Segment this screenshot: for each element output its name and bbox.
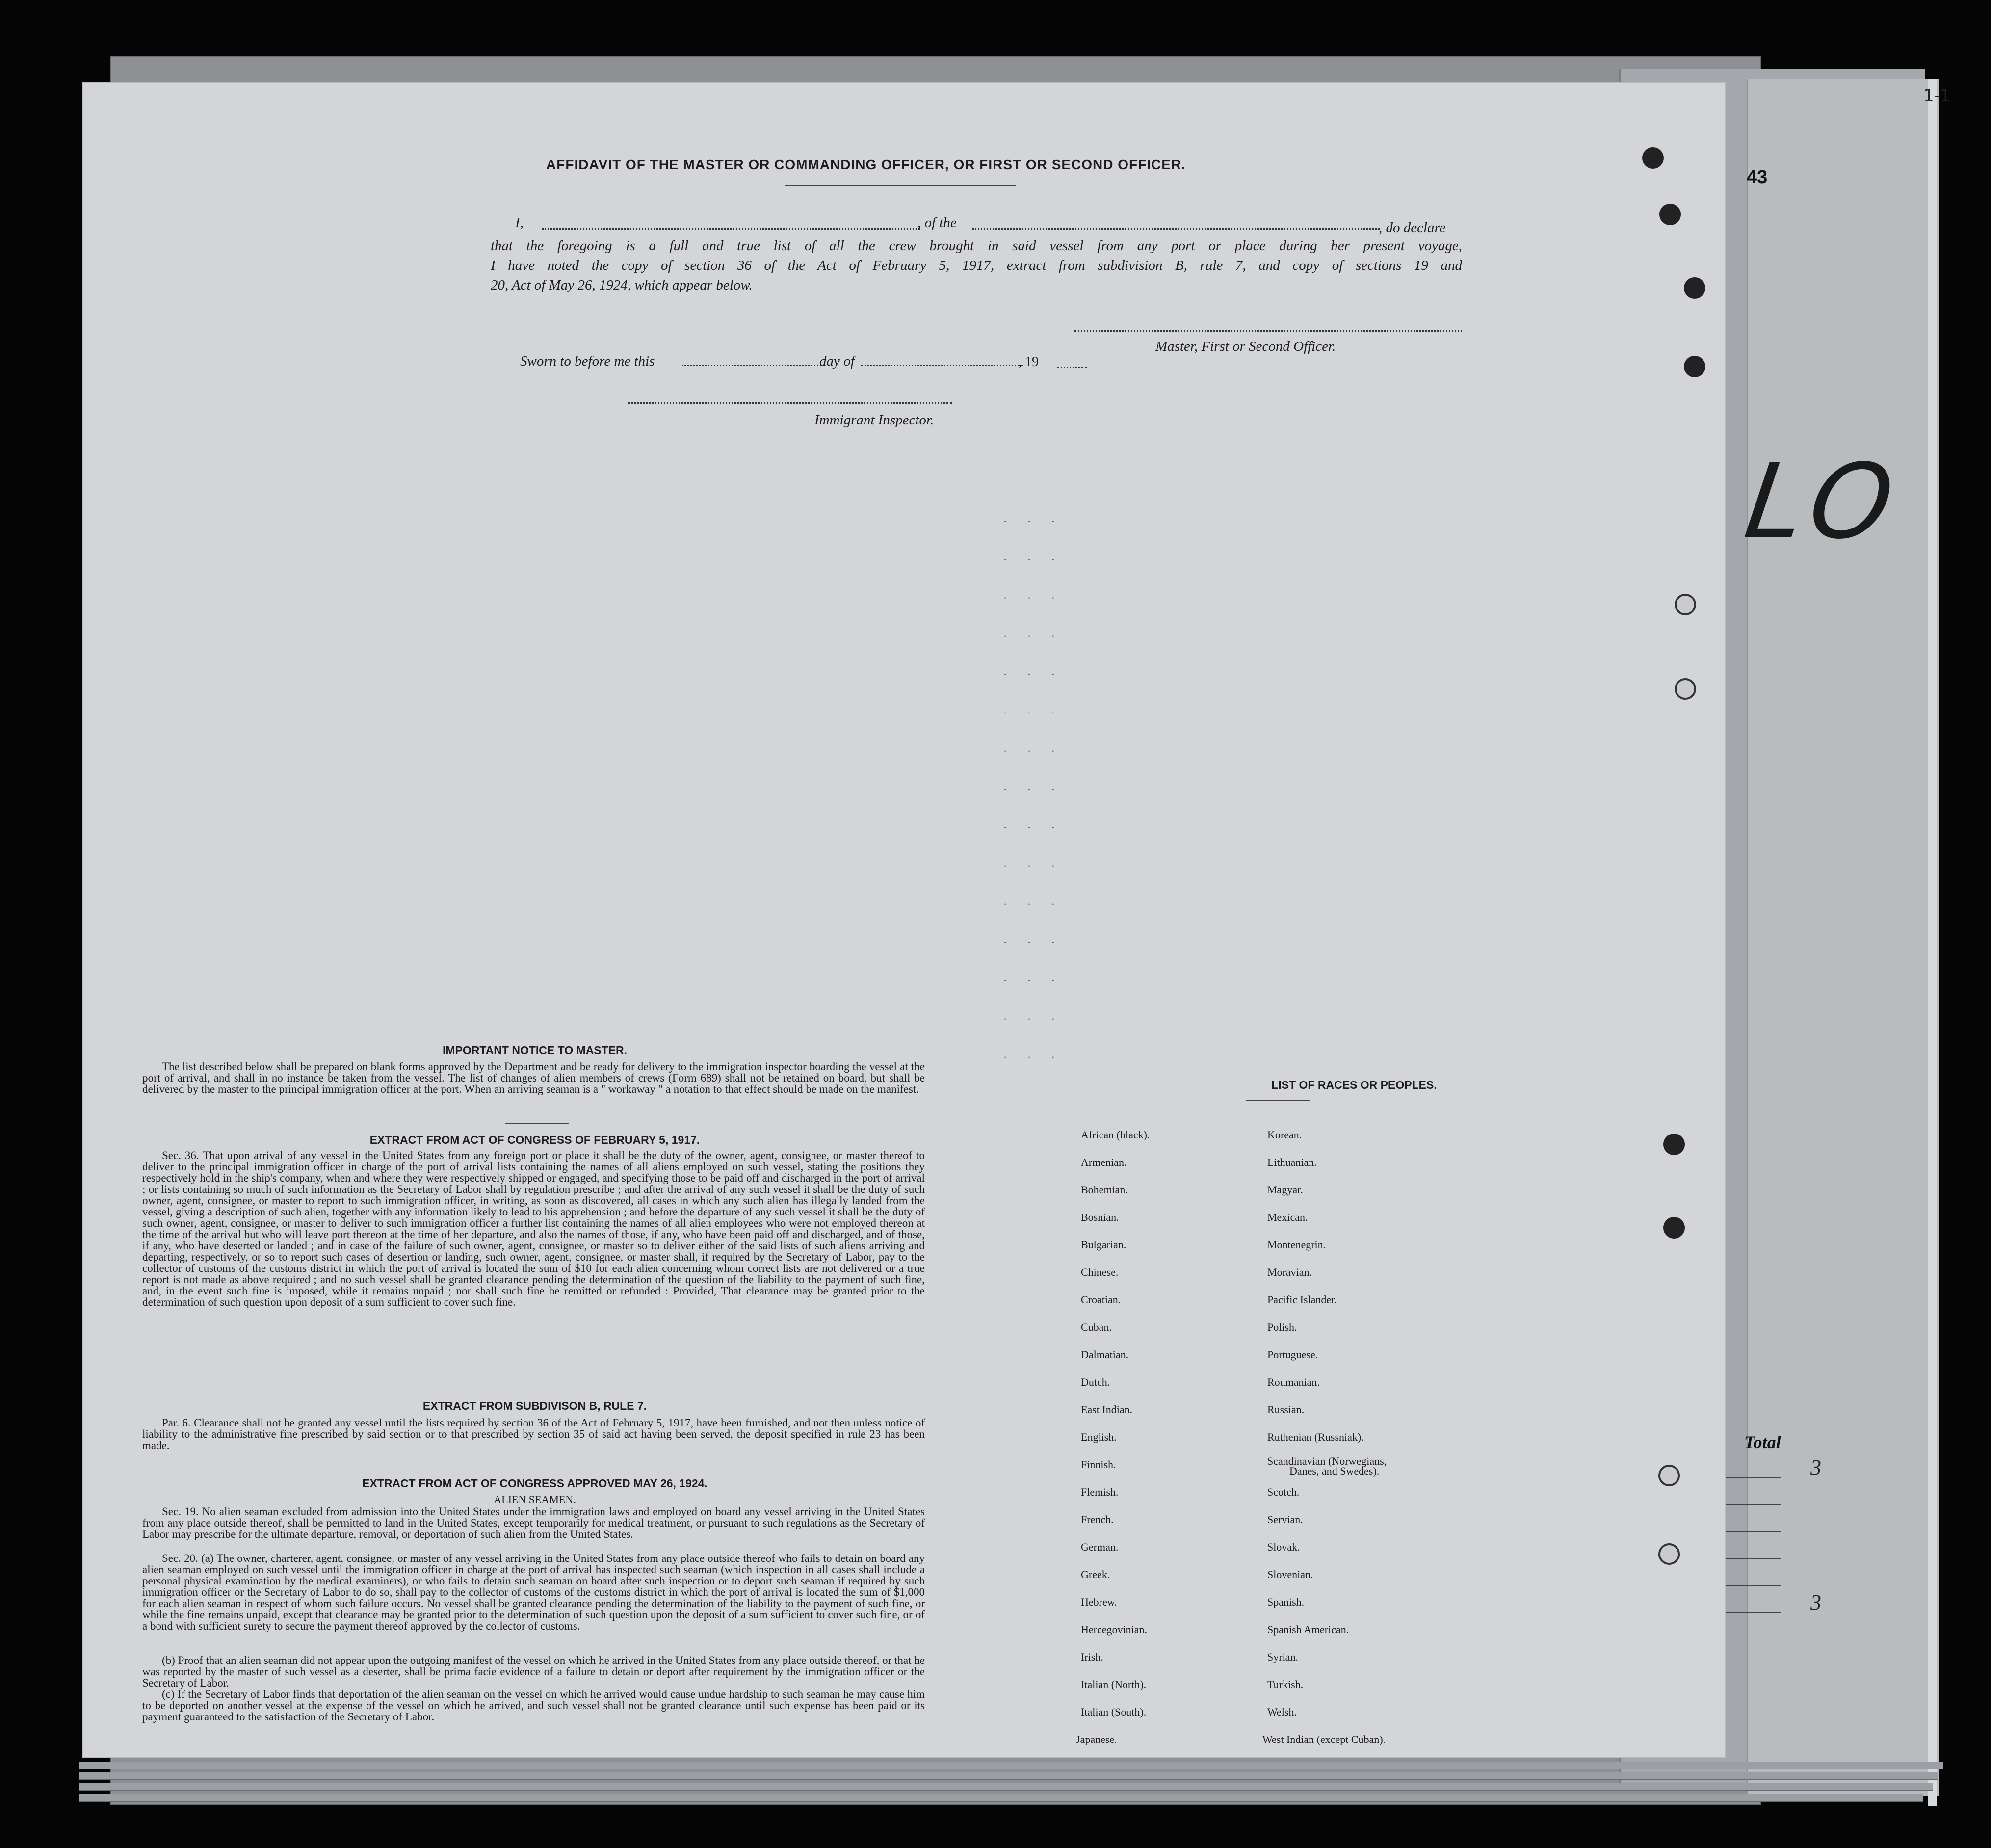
affidavit-line-4: 20, Act of May 26, 1924, which appear below. xyxy=(491,277,753,293)
page-stack-edge xyxy=(79,1762,1943,1769)
affidavit-declare: , do declare xyxy=(1379,220,1446,236)
race-item: English. xyxy=(1081,1431,1117,1443)
race-item: Polish. xyxy=(1267,1321,1297,1333)
race-item: Chinese. xyxy=(1081,1266,1119,1278)
dot-guide: · · · xyxy=(1003,554,1064,566)
race-item: Spanish. xyxy=(1267,1596,1305,1608)
dot-guide: · · · xyxy=(1003,630,1064,642)
affidavit-of-the: , of the xyxy=(917,215,957,231)
races-title: LIST OF RACES OR PEOPLES. xyxy=(1271,1079,1437,1091)
race-item: Hercegovinian. xyxy=(1081,1623,1147,1636)
race-item: Scandinavian (Norwegians, xyxy=(1267,1455,1387,1467)
dot-guide: · · · xyxy=(1003,1013,1064,1025)
race-item: Dalmatian. xyxy=(1081,1348,1129,1361)
sworn-label: Sworn to before me this xyxy=(520,353,655,369)
day-blank[interactable] xyxy=(682,365,824,366)
binder-hole xyxy=(1658,1465,1680,1486)
race-item: Scotch. xyxy=(1267,1486,1300,1498)
race-item: Finnish. xyxy=(1081,1458,1116,1471)
master-label: Master, First or Second Officer. xyxy=(1155,339,1336,354)
binder-hole xyxy=(1675,594,1696,615)
tally-line xyxy=(1717,1612,1781,1613)
race-item: Slovenian. xyxy=(1267,1568,1313,1581)
race-item: Montenegrin. xyxy=(1267,1239,1326,1251)
race-item: Armenian. xyxy=(1081,1156,1127,1168)
race-item: Japanese. xyxy=(1076,1733,1117,1745)
affidavit-title: AFFIDAVIT OF THE MASTER OR COMMANDING OFFICER, OR FIRST OR SECOND OFFICER. xyxy=(546,157,1186,172)
binder-hole xyxy=(1658,1543,1680,1565)
affidavit-line-3: I have noted the copy of section 36 of the Act of February 5, 1917, extract from subdivision B, rule 7, and copy of sections 19 and xyxy=(491,258,1462,273)
race-item: Italian (North). xyxy=(1081,1678,1147,1690)
master-signature-blank[interactable] xyxy=(1074,330,1462,332)
binder-hole xyxy=(1642,147,1664,169)
dot-guide: · · · xyxy=(1003,707,1064,719)
race-item: Spanish American. xyxy=(1267,1623,1349,1636)
sec20b-body: (b) Proof that an alien seaman did not appear upon the outgoing manifest of the vessel on which he arrived in the United States from any place outside thereof, or that he was reported by the master of such vessel as a deserter, shall be prima facie evidence of a failure to detain or deport after requirement by the immigration officer or the Secretary of Labor. xyxy=(142,1654,925,1689)
binder-hole xyxy=(1659,204,1681,225)
race-item: Welsh. xyxy=(1267,1706,1297,1718)
page-stack-edge xyxy=(79,1794,1923,1802)
page-stack-edge xyxy=(79,1772,1938,1780)
race-item: Dutch. xyxy=(1081,1376,1110,1388)
race-item: African (black). xyxy=(1081,1129,1150,1141)
inspector-label: Immigrant Inspector. xyxy=(814,412,934,428)
race-item: Flemish. xyxy=(1081,1486,1119,1498)
dot-guide: · · · xyxy=(1003,592,1064,604)
race-item: Irish. xyxy=(1081,1651,1103,1663)
race-item: Mexican. xyxy=(1267,1211,1308,1223)
race-item: Hebrew. xyxy=(1081,1596,1117,1608)
race-item: Bulgarian. xyxy=(1081,1239,1126,1251)
total-value-1: 3 xyxy=(1810,1455,1821,1479)
dot-guide: · · · xyxy=(1003,936,1064,949)
sec19-body: Sec. 19. No alien seaman excluded from admission into the United States under the immigration laws and employed on board any vessel arriving in the United States from any place outside thereof, shall be permitted to land in the United States, except temporarily for medical treatment, or pursuant to such regulations as the Secretary of Labor may prescribe for the ultimate departure, removal, or deportation of such alien from the United States. xyxy=(142,1505,925,1540)
dot-guide: · · · xyxy=(1003,975,1064,987)
title-underline xyxy=(785,185,1016,186)
race-item: Italian (South). xyxy=(1081,1706,1147,1718)
race-item: Roumanian. xyxy=(1267,1376,1320,1388)
dot-guide: · · · xyxy=(1003,821,1064,834)
binder-hole xyxy=(1675,678,1696,700)
affidavit-line-2: that the foregoing is a full and true list of all the crew brought in said vessel from any port or place during her present voyage, xyxy=(491,238,1462,254)
binder-hole xyxy=(1663,1134,1685,1155)
race-item: Pacific Islander. xyxy=(1267,1294,1337,1306)
extract2-title: EXTRACT FROM SUBDIVISON B, RULE 7. xyxy=(422,1399,647,1412)
dot-guide: · · · xyxy=(1003,783,1064,795)
tally-line xyxy=(1717,1558,1781,1559)
dot-guide: · · · xyxy=(1003,898,1064,910)
race-item: Slovak. xyxy=(1267,1541,1300,1553)
underlying-page-edge-light xyxy=(1928,79,1937,1806)
race-item: Turkish. xyxy=(1267,1678,1304,1690)
race-item: Portuguese. xyxy=(1267,1348,1318,1361)
handwritten-letters: LO xyxy=(1738,442,1911,562)
total-value-2: 3 xyxy=(1810,1590,1821,1614)
tally-line xyxy=(1717,1585,1781,1586)
day-of-label: day of xyxy=(819,353,855,369)
page-number: 43 xyxy=(1747,167,1768,187)
race-item: Bosnian. xyxy=(1081,1211,1119,1223)
race-item: Servian. xyxy=(1267,1513,1303,1526)
race-item: Lithuanian. xyxy=(1267,1156,1317,1168)
year-blank[interactable] xyxy=(1057,367,1087,368)
race-item: Croatian. xyxy=(1081,1294,1121,1306)
notice-body: The list described below shall be prepared on blank forms approved by the Department and be ready for delivery to the immigration inspector boarding the vessel at the port of arrival, and shall in no instance be taken from the vessel. The list of changes of alien members of crews (Form 689) shall not be retained on board, but shall be delivered by the master to the principal immigration officer at the port. When an arriving seaman is a " workaway " a notation to that effect should be made on the manifest. xyxy=(142,1060,925,1095)
race-item: Greek. xyxy=(1081,1568,1110,1581)
sec20a-body: Sec. 20. (a) The owner, charterer, agent, consignee, or master of any vessel arriving in the United States from any place outside thereof who fails to detain on board any alien seaman employed on such vessel until the immigration officer in charge at the port of arrival has inspected such seaman (which inspection in all cases shall include a personal physical examination by the medical examiners), or who fails to detain such seaman on board after such inspection or to deport such seaman if required by such immigration officer or the Secretary of Labor to do so, shall pay to the collector of customs of the customs district in which the port of arrival is located the sum of $1,000 for each alien seaman in respect of whom such failure occurs. No vessel shall be granted clearance pending the determination of the liability to the payment of such fine, or while the fine remains unpaid, except that clearance may be granted prior to the determination of such question upon the deposit of a sum sufficient to cover such fine, or of a bond with sufficient surety to secure the payment thereof approved by the collector of customs. xyxy=(142,1552,925,1632)
dot-guide: · · · xyxy=(1003,860,1064,872)
dot-guide: · · · xyxy=(1003,745,1064,757)
binder-hole xyxy=(1663,1217,1685,1239)
race-item: East Indian. xyxy=(1081,1403,1133,1416)
dot-guide: · · · xyxy=(1003,668,1064,681)
page-stack-edge xyxy=(79,1783,1933,1791)
race-item: French. xyxy=(1081,1513,1114,1526)
race-item: Moravian. xyxy=(1267,1266,1312,1278)
tally-line xyxy=(1717,1531,1781,1532)
form-page xyxy=(83,83,1725,1757)
extract3-title: EXTRACT FROM ACT OF CONGRESS APPROVED MAY 26, 1924. xyxy=(362,1477,707,1490)
race-item: Ruthenian (Russniak). xyxy=(1267,1431,1364,1443)
month-blank[interactable] xyxy=(861,365,1023,366)
vessel-blank[interactable] xyxy=(972,228,1380,230)
race-item: Magyar. xyxy=(1267,1184,1303,1196)
sec20c-body: (c) If the Secretary of Labor finds that deportation of the alien seaman on the vessel on which he arrived would cause undue hardship to such seaman he may cause him to be deported on another vessel at the expense of the vessel on which he arrived, and such vessel shall not be granted clearance until such expense has been paid or its payment guaranteed to the satisfaction of the Secretary of Labor. xyxy=(142,1688,925,1723)
extract3-subtitle: ALIEN SEAMEN. xyxy=(494,1493,576,1505)
name-blank[interactable] xyxy=(542,228,920,230)
race-item: German. xyxy=(1081,1541,1119,1553)
race-item: Cuban. xyxy=(1081,1321,1112,1333)
underlying-page-edge xyxy=(1747,79,1939,1796)
race-item: Korean. xyxy=(1267,1129,1302,1141)
race-item: Bohemian. xyxy=(1081,1184,1128,1196)
notice-title: IMPORTANT NOTICE TO MASTER. xyxy=(442,1044,628,1056)
year-prefix: , 19 xyxy=(1018,354,1039,370)
race-item: Syrian. xyxy=(1267,1651,1298,1663)
binder-hole xyxy=(1684,277,1705,299)
total-label: Total xyxy=(1744,1432,1781,1452)
margin-mark: 1-1 xyxy=(1923,86,1951,106)
race-item: Russian. xyxy=(1267,1403,1305,1416)
divider xyxy=(1246,1100,1310,1101)
race-item: West Indian (except Cuban). xyxy=(1262,1733,1386,1745)
binder-hole xyxy=(1684,356,1705,377)
tally-line xyxy=(1717,1504,1781,1505)
race-item-continued: Danes, and Swedes). xyxy=(1289,1465,1380,1477)
dot-guide: · · · xyxy=(1003,515,1064,528)
affidavit-i: I, xyxy=(515,215,524,231)
tally-line xyxy=(1717,1477,1781,1478)
extract1-body: Sec. 36. That upon arrival of any vessel in the United States from any foreign port or place it shall be the duty of the owner, agent, consignee, or master thereof to deliver to the principal immigration officer in charge of the port of arrival lists containing the names of all aliens employed on such vessel, stating the positions they respectively hold in the ship's company, when and where they were respectively shipped or engaged, and specifying those to be paid off and discharged in the port of arrival ; or lists containing so much of such information as the Secretary of Labor shall by regulation prescribe ; and after the arrival of any such vessel it shall be the duty of such owner, agent, consignee, or master to report to such immigration officer, in writing, as soon as discovered, all cases in which any such alien has illegally landed from the vessel, giving a description of such alien, together with any information likely to lead to his apprehension ; and before the departure of any such vessel it shall be the duty of such owner, agent, consignee, or master to deliver to such immigration officer a further list containing the names of all alien employees who were not employed thereon at the time of the arrival but who will leave port thereon at the time of her departure, and also the names of those, if any, who have been paid off and discharged, and of those, if any, who have deserted or landed ; and in case of the failure of such owner, agent, consignee, or master so to deliver either of the said lists of such aliens arriving and departing, respectively, or so to report such cases of desertion or landing, such owner, agent, consignee, or master shall, if required by the Secretary of Labor, pay to the collector of customs of the customs district in which the port of arrival is located the sum of $10 for each alien concerning whom correct lists are not delivered or a true report is not made as above required ; and no such vessel shall be granted clearance pending the determination of the question of the liability to the payment of such fine, and, in the event such fine is imposed, while it remains unpaid ; nor shall such fine be remitted or refunded : Provided, That clearance may be granted prior to the determination of such question upon deposit of a sum sufficient to cover such fine. xyxy=(142,1149,925,1308)
inspector-signature-blank[interactable] xyxy=(628,402,952,404)
divider xyxy=(505,1123,569,1124)
extract2-body: Par. 6. Clearance shall not be granted any vessel until the lists required by section 36 of the Act of February 5, 1917, have been furnished, and not then unless notice of liability to the administrative fine prescribed by said section or to that prescribed by section 35 of said act having been served, the deposit specified in rule 23 has been made. xyxy=(142,1417,925,1452)
dot-guide: · · · xyxy=(1003,1051,1064,1063)
extract1-title: EXTRACT FROM ACT OF CONGRESS OF FEBRUARY 5, 1917. xyxy=(369,1134,700,1146)
